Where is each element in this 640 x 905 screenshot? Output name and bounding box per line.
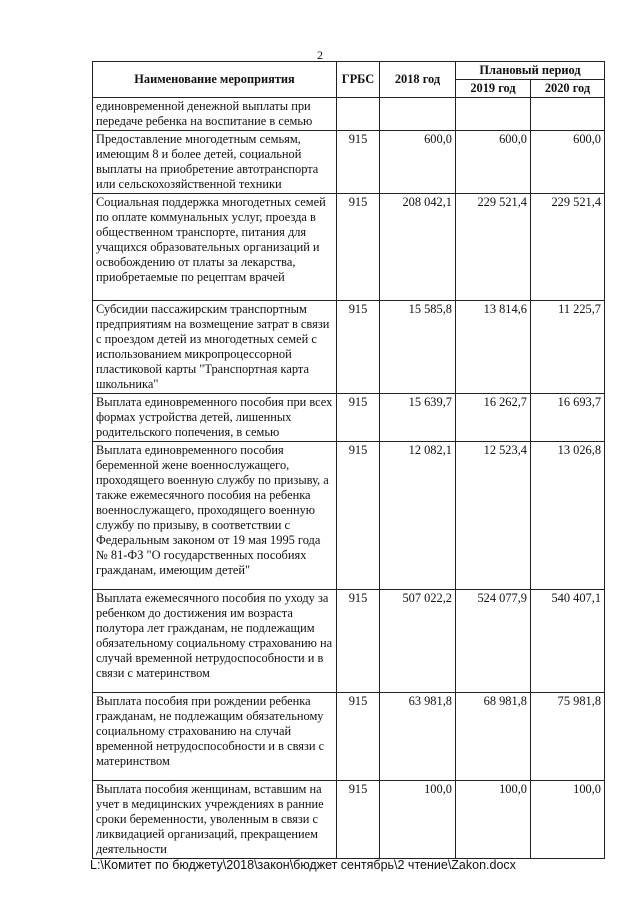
row-2019: 13 814,6: [456, 301, 531, 394]
header-2019: 2019 год: [456, 80, 531, 98]
row-name: Выплата пособия при рождении ребенка гражданам, не подлежащим обязательному социальному страхованию на случай временной нетрудоспособности и в связи с материнством: [93, 693, 337, 781]
row-2019: 12 523,4: [456, 442, 531, 590]
row-2020: 100,0: [531, 781, 605, 859]
row-name: Субсидии пассажирским транспортным предприятиям на возмещение затрат в связи с проездом детей из многодетных семей с использованием микропроцессорной пластиковой карты "Транспортная карта школьника": [93, 301, 337, 394]
row-2018: [380, 98, 456, 131]
row-2018: 208 042,1: [380, 194, 456, 301]
row-2020: 600,0: [531, 131, 605, 194]
row-2020: 16 693,7: [531, 394, 605, 442]
row-2018: 15 639,7: [380, 394, 456, 442]
row-2018: 15 585,8: [380, 301, 456, 394]
row-name: Выплата пособия женщинам, вставшим на учет в медицинских учреждениях в ранние сроки беременности, уволенным в связи с ликвидацией организаций, прекращением деятельности: [93, 781, 337, 859]
table-row: [93, 98, 605, 131]
table-body: [93, 98, 605, 859]
page-number: 2: [317, 48, 323, 62]
row-grbs: 915: [337, 693, 380, 781]
row-name: Выплата ежемесячного пособия по уходу за ребенком до достижения им возраста полутора лет гражданам, не подлежащим обязательному социальному страхованию на случай временной нетрудоспособности и в связи с материнством: [93, 590, 337, 693]
row-2018: 507 022,2: [380, 590, 456, 693]
row-name: единовременной денежной выплаты при передаче ребенка на воспитание в семью: [93, 98, 337, 131]
row-2019: 100,0: [456, 781, 531, 859]
row-grbs: 915: [337, 781, 380, 859]
row-2019: [456, 98, 531, 131]
row-2020: 13 026,8: [531, 442, 605, 590]
row-grbs: 915: [337, 131, 380, 194]
table-header: [93, 62, 605, 98]
row-name: Социальная поддержка многодетных семей по оплате коммунальных услуг, проезда в общественном транспорте, питания для учащихся образовательных организаций и освобождению от платы за лекарства, приобретаемые по рецептам врачей: [93, 194, 337, 301]
row-2019: 229 521,4: [456, 194, 531, 301]
row-2019: 600,0: [456, 131, 531, 194]
row-2018: 600,0: [380, 131, 456, 194]
table-row: [93, 301, 605, 394]
row-2020: 11 225,7: [531, 301, 605, 394]
header-2018: 2018 год: [380, 62, 456, 98]
row-2019: 524 077,9: [456, 590, 531, 693]
row-grbs: 915: [337, 442, 380, 590]
row-2020: [531, 98, 605, 131]
row-2020: 75 981,8: [531, 693, 605, 781]
file-path-footer: L:\Комитет по бюджету\2018\закон\бюджет сентябрь\2 чтение\Zakon.docx: [90, 858, 516, 872]
row-2018: 100,0: [380, 781, 456, 859]
row-name: Выплата единовременного пособия беременной жене военнослужащего, проходящего военную службу по призыву, а также ежемесячного пособия на ребенка военнослужащего, проходящего военную службу по призыву, в соответствии с Федеральным законом от 19 мая 1995 года № 81-ФЗ "О государственных пособиях гражданам, имеющим детей": [93, 442, 337, 590]
row-grbs: 915: [337, 590, 380, 693]
header-plan-period: Плановый период: [456, 62, 605, 80]
row-grbs: [337, 98, 380, 131]
table-row: [93, 131, 605, 194]
row-2020: 540 407,1: [531, 590, 605, 693]
row-grbs: 915: [337, 194, 380, 301]
row-name: Предоставление многодетным семьям, имеющим 8 и более детей, социальной выплаты на приобретение автотранспорта или сельскохозяйственной техники: [93, 131, 337, 194]
table-row: [93, 394, 605, 442]
table-row: [93, 781, 605, 859]
header-grbs: ГРБС: [337, 62, 380, 98]
table-row: [93, 442, 605, 590]
table-row: [93, 590, 605, 693]
row-2019: 16 262,7: [456, 394, 531, 442]
header-2020: 2020 год: [531, 80, 605, 98]
row-2019: 68 981,8: [456, 693, 531, 781]
row-2018: 63 981,8: [380, 693, 456, 781]
table-row: [93, 693, 605, 781]
row-grbs: 915: [337, 394, 380, 442]
row-2020: 229 521,4: [531, 194, 605, 301]
header-name: Наименование мероприятия: [93, 62, 337, 98]
row-grbs: 915: [337, 301, 380, 394]
table-row: [93, 194, 605, 301]
row-2018: 12 082,1: [380, 442, 456, 590]
budget-table: [92, 61, 605, 859]
row-name: Выплата единовременного пособия при всех формах устройства детей, лишенных родительского попечения, в семью: [93, 394, 337, 442]
